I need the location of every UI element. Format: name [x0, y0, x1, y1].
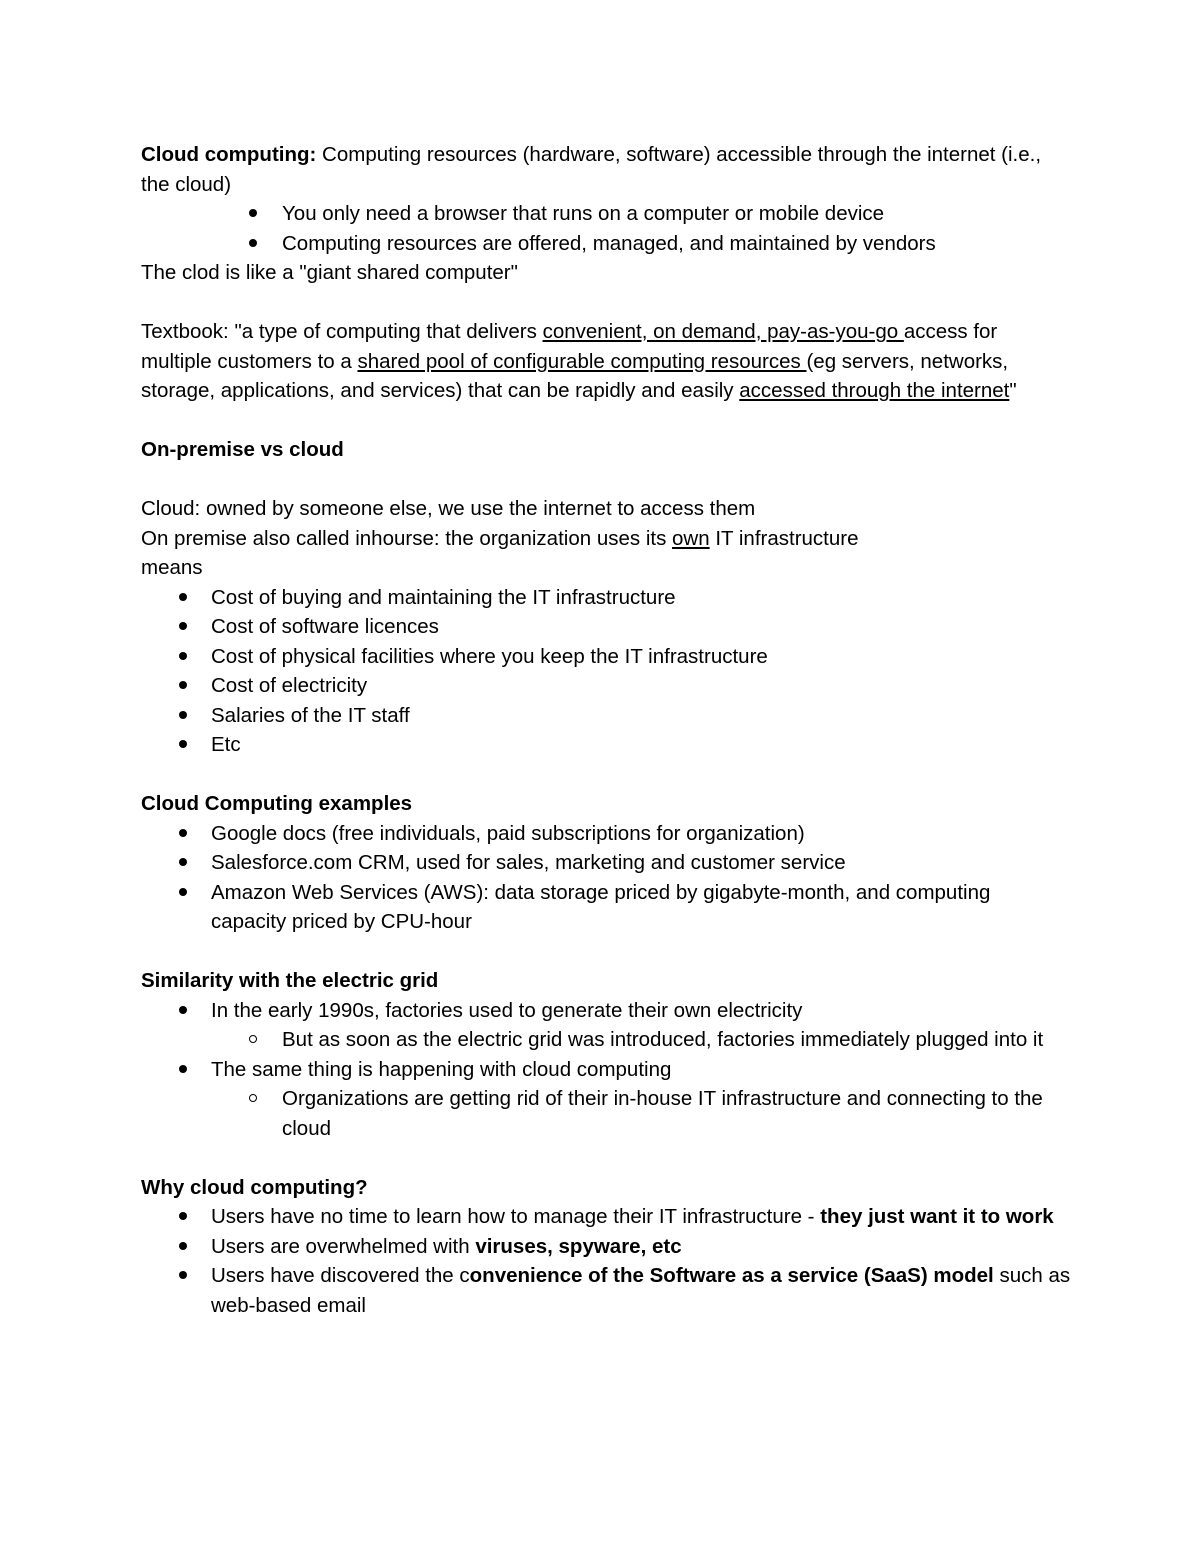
list-item [141, 583, 1071, 613]
list-item-text: Etc [211, 733, 241, 756]
list-item [141, 701, 1071, 731]
list-item-text: Cost of software licences [211, 615, 439, 638]
list-item-text: Cost of electricity [211, 674, 368, 697]
bullet-icon [179, 622, 187, 630]
list-item [141, 1261, 1071, 1320]
list-item-text: Computing resources are offered, managed, and maintained by vendors [282, 231, 936, 255]
examples-bullet-list [141, 819, 1071, 937]
hollow-bullet-icon [249, 1035, 257, 1043]
giant-computer-line: The clod is like a "giant shared computer" [141, 261, 518, 284]
onprem-line [141, 524, 1071, 554]
bullet-icon [179, 681, 187, 689]
list-item [141, 199, 1071, 229]
list-item [141, 730, 1071, 760]
textbook-text: (eg servers, networks, storage, applications, and services) that can be rapidly and easily [141, 349, 1009, 402]
grid-bullet-list [141, 996, 1071, 1144]
bullet-icon [179, 1271, 187, 1279]
list-item-text: Cost of buying and maintaining the IT infrastructure [211, 585, 676, 609]
list-item [141, 612, 1071, 642]
bullet-icon [249, 239, 257, 247]
onprem-text: On premise also called inhourse: the organization uses its [141, 526, 673, 550]
why-bullet-list [141, 1202, 1071, 1320]
textbook-underline: convenient, on demand, pay-as-you-go [542, 320, 904, 343]
bullet-icon [179, 1065, 187, 1073]
bullet-icon [179, 888, 187, 896]
list-item [141, 1232, 1071, 1262]
list-item-text: Users have discovered the c [211, 1264, 470, 1287]
list-item-text: Cost of physical facilities where you keep the IT infrastructure [211, 644, 768, 668]
sub-list-item [141, 1084, 1071, 1143]
intro-paragraph [141, 140, 1071, 199]
list-item-text: such as web-based email [211, 1264, 1071, 1317]
bullet-icon [179, 711, 187, 719]
list-item-text: Google docs (free individuals, paid subscriptions for organization) [211, 821, 805, 845]
list-item-text: You only need a browser that runs on a computer or mobile device [282, 202, 885, 225]
list-item-text: Users have no time to learn how to manage their IT infrastructure - [211, 1205, 821, 1228]
bullet-icon [179, 1242, 187, 1250]
intro-definition: Computing resources (hardware, software) accessible through the internet (i.e., the cloud) [141, 143, 1042, 196]
onprem-bullet-list [141, 583, 1071, 760]
bullet-icon [179, 829, 187, 837]
list-item [141, 229, 1071, 259]
means-line: means [141, 556, 203, 579]
list-item-text: Organizations are getting rid of their in-house IT infrastructure and connecting to the cloud [282, 1087, 1043, 1140]
section-heading-why: Why cloud computing? [141, 1175, 368, 1199]
textbook-definition [141, 317, 1071, 406]
bullet-icon [179, 740, 187, 748]
list-item-bold: they just want it to work [820, 1205, 1054, 1228]
sub-list-item [141, 1025, 1071, 1055]
list-item [141, 878, 1071, 937]
section-heading-grid: Similarity with the electric grid [141, 969, 439, 992]
list-item [141, 642, 1071, 672]
cloud-line: Cloud: owned by someone else, we use the internet to access them [141, 497, 756, 520]
list-item [141, 848, 1071, 878]
section-heading-examples: Cloud Computing examples [141, 792, 413, 815]
document-page [141, 140, 1071, 1320]
textbook-underline: accessed through the internet [739, 379, 1010, 402]
bullet-icon [179, 858, 187, 866]
list-item [141, 996, 1071, 1026]
bullet-icon [249, 209, 257, 217]
bullet-icon [179, 593, 187, 601]
section-heading-onprem: On-premise vs cloud [141, 438, 344, 461]
hollow-bullet-icon [249, 1094, 257, 1102]
list-item-text: Salaries of the IT staff [211, 703, 410, 727]
bullet-icon [179, 1006, 187, 1014]
list-item [141, 1055, 1071, 1085]
list-item-text: Users are overwhelmed with [211, 1234, 476, 1258]
textbook-text: access for multiple customers to a [141, 320, 998, 373]
intro-bullet-list [141, 199, 1071, 258]
list-item-text: Amazon Web Services (AWS): data storage priced by gigabyte-month, and computing capacity priced by CPU-hour [211, 880, 991, 933]
list-item [141, 819, 1071, 849]
textbook-text: Textbook: "a type of computing that delivers [141, 320, 543, 343]
bullet-icon [179, 652, 187, 660]
onprem-own-underline: own [672, 526, 710, 550]
term-cloud-computing: Cloud computing: [141, 143, 317, 166]
list-item-bold: viruses, spyware, etc [475, 1234, 682, 1258]
list-item [141, 1202, 1071, 1232]
list-item-text: The same thing is happening with cloud computing [211, 1057, 672, 1081]
textbook-underline: shared pool of configurable computing resources [357, 349, 807, 373]
list-item-text: But as soon as the electric grid was introduced, factories immediately plugged into it [282, 1028, 1044, 1051]
textbook-text: " [1009, 379, 1017, 402]
list-item-bold: onvenience of the Software as a service (SaaS) model [469, 1264, 994, 1287]
list-item-text: In the early 1990s, factories used to generate their own electricity [211, 998, 803, 1022]
list-item-text: Salesforce.com CRM, used for sales, marketing and customer service [211, 851, 846, 874]
list-item [141, 671, 1071, 701]
bullet-icon [179, 1212, 187, 1220]
onprem-text: IT infrastructure [709, 526, 859, 550]
